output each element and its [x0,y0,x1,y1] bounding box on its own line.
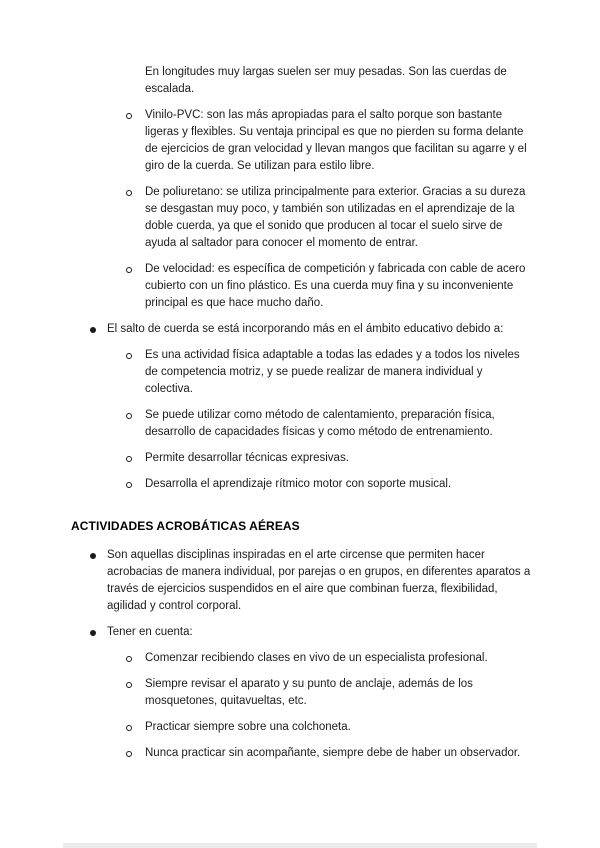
bullet-dot-icon [90,327,96,333]
bullet-circle-icon [126,267,132,273]
bullet-dot-icon [90,630,96,636]
list-item [71,107,531,175]
bullet-circle-icon [126,725,132,731]
list-item-text: Se puede utilizar como método de calentamiento, preparación física, desarrollo de capacidades físicas y como método de entrenamiento. [145,409,495,438]
list-item [71,261,531,312]
bullet-circle-icon [126,456,132,462]
document-content [71,64,531,771]
list-item [71,624,531,641]
bullet-dot-icon [90,553,96,559]
list-item-text: Vinilo-PVC: son las más apropiadas para el salto porque son bastante ligeras y flexibles. Su ventaja principal es que no pierden su forma delante de ejercicios de gran velocidad y llevan mangos que facilitan su agarre y el giro de la cuerda. Se utilizan para estilo libre. [145,109,527,172]
bullet-circle-icon [126,482,132,488]
bullet-circle-icon [126,656,132,662]
list-item [71,745,531,762]
list-item-text: Permite desarrollar técnicas expresivas. [145,452,349,464]
list-item [71,347,531,398]
list-item-text: Son aquellas disciplinas inspiradas en el arte circense que permiten hacer acrobacias de manera individual, por parejas o en grupos, en diferentes aparatos a través de ejercicios suspendidos en el aire que combinan fuerza, flexibilidad, agilidad y control corporal. [107,549,531,612]
list-item [71,476,531,493]
list-item [71,184,531,252]
list-item-text: De poliuretano: se utiliza principalmente para exterior. Gracias a su dureza se desgastan muy poco, y también son utilizadas en el aprendizaje de la doble cuerda, ya que el sonido que producen al tocar el suelo sirve de ayuda al saltador para conocer el momento de entrar. [145,186,526,249]
list-item [71,650,531,667]
list-item [71,407,531,441]
section-heading: ACTIVIDADES ACROBÁTICAS AÉREAS [71,519,300,533]
bullet-circle-icon [126,353,132,359]
continuation-paragraph: En longitudes muy largas suelen ser muy pesadas. Son las cuerdas de escalada. [145,66,507,95]
page-bottom-edge [63,843,537,848]
bullet-circle-icon [126,113,132,119]
list-item-text: Es una actividad física adaptable a todas las edades y a todos los niveles de competencia motriz, y se puede realizar de manera individual y colectiva. [145,349,520,395]
list-item-text: Comenzar recibiendo clases en vivo de un especialista profesional. [145,652,488,664]
list-item-text: Nunca practicar sin acompañante, siempre debe de haber un observador. [145,747,521,759]
list-item-text: Siempre revisar el aparato y su punto de anclaje, además de los mosquetones, quitavueltas, etc. [145,678,473,707]
list-item [71,450,531,467]
list-item [71,676,531,710]
list-item [71,547,531,615]
list-item-text: El salto de cuerda se está incorporando más en el ámbito educativo debido a: [107,323,504,335]
list-item [71,321,531,338]
bullet-circle-icon [126,413,132,419]
list-item-text: Tener en cuenta: [107,626,193,638]
bullet-circle-icon [126,751,132,757]
bullet-circle-icon [126,682,132,688]
list-item [71,719,531,736]
list-item-text: De velocidad: es específica de competición y fabricada con cable de acero cubierto con un fino plástico. Es una cuerda muy fina y su inconveniente principal es que hace mucho daño. [145,263,526,309]
bullet-circle-icon [126,190,132,196]
list-item-text: Desarrolla el aprendizaje rítmico motor con soporte musical. [145,478,452,490]
list-item-text: Practicar siempre sobre una colchoneta. [145,721,351,733]
